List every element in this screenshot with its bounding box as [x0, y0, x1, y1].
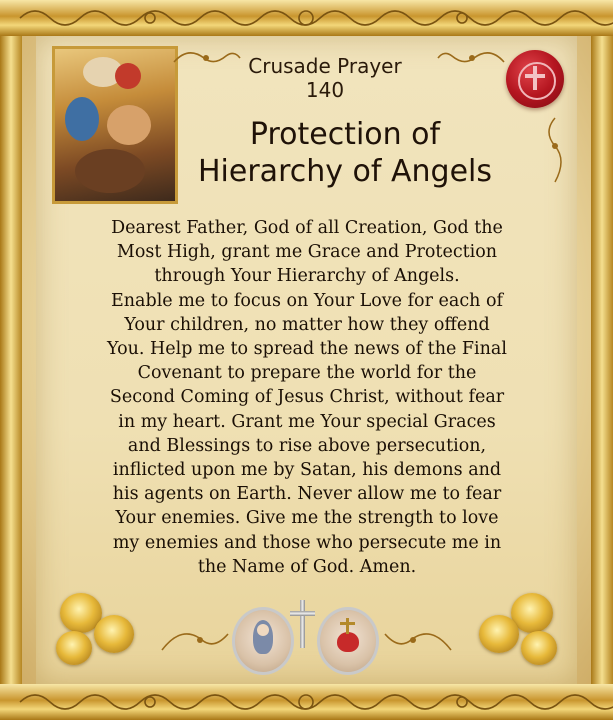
- virgin-mary-medal-icon: [232, 607, 294, 675]
- prayer-line: Second Coming of Jesus Christ, without fear: [109, 387, 505, 408]
- prayer-text: [72, 216, 542, 579]
- prayer-line: his agents on Earth. Never allow me to fear: [112, 484, 502, 505]
- prayer-number: 140: [305, 78, 345, 102]
- golden-roses-left-icon: [50, 585, 150, 675]
- crucifix-icon: [300, 600, 305, 648]
- prayer-line: my enemies and those who persecute me in: [112, 532, 502, 553]
- bottom-scroll-ornament: [0, 684, 613, 720]
- prayer-line: Most High, grant me Grace and Protection: [116, 242, 498, 263]
- prayer-line: Covenant to prepare the world for the: [137, 363, 477, 384]
- prayer-line: in my heart. Grant me Your special Graces: [118, 411, 496, 432]
- bottom-left-flourish-icon: [160, 620, 230, 660]
- prayer-series-label: Crusade Prayer: [248, 54, 402, 78]
- side-vine-flourish-icon: [540, 116, 570, 186]
- prayer-line: Your enemies. Give me the strength to love: [115, 508, 499, 529]
- angels-painting: [52, 46, 178, 204]
- prayer-line: through Your Hierarchy of Angels.: [154, 266, 460, 287]
- left-gold-border: [0, 36, 22, 684]
- top-gold-border: [0, 0, 613, 36]
- prayer-line: Dearest Father, God of all Creation, God the: [111, 218, 503, 238]
- title-line-2: Hierarchy of Angels: [198, 154, 492, 189]
- crucifix-crossbar: [290, 611, 315, 616]
- prayer-line: inflicted upon me by Satan, his demons and: [112, 460, 502, 481]
- page-title: [170, 116, 520, 190]
- title-line-1: Protection of: [249, 117, 441, 152]
- sacred-heart-medal-icon: [317, 607, 379, 675]
- prayer-line: You. Help me to spread the news of the Final: [107, 339, 507, 360]
- top-scroll-ornament: [0, 0, 613, 36]
- bottom-right-flourish-icon: [383, 620, 453, 660]
- header-right-flourish-icon: [436, 44, 506, 74]
- red-wax-seal-icon: [506, 50, 564, 108]
- right-gold-border: [591, 36, 613, 684]
- bottom-gold-border: [0, 684, 613, 720]
- prayer-line: Enable me to focus on Your Love for each of: [111, 290, 503, 311]
- golden-roses-right-icon: [463, 585, 563, 675]
- prayer-line: and Blessings to rise above persecution,: [127, 435, 487, 456]
- prayer-line: the Name of God. Amen.: [197, 556, 417, 577]
- prayer-line: Your children, no matter how they offend: [124, 314, 490, 335]
